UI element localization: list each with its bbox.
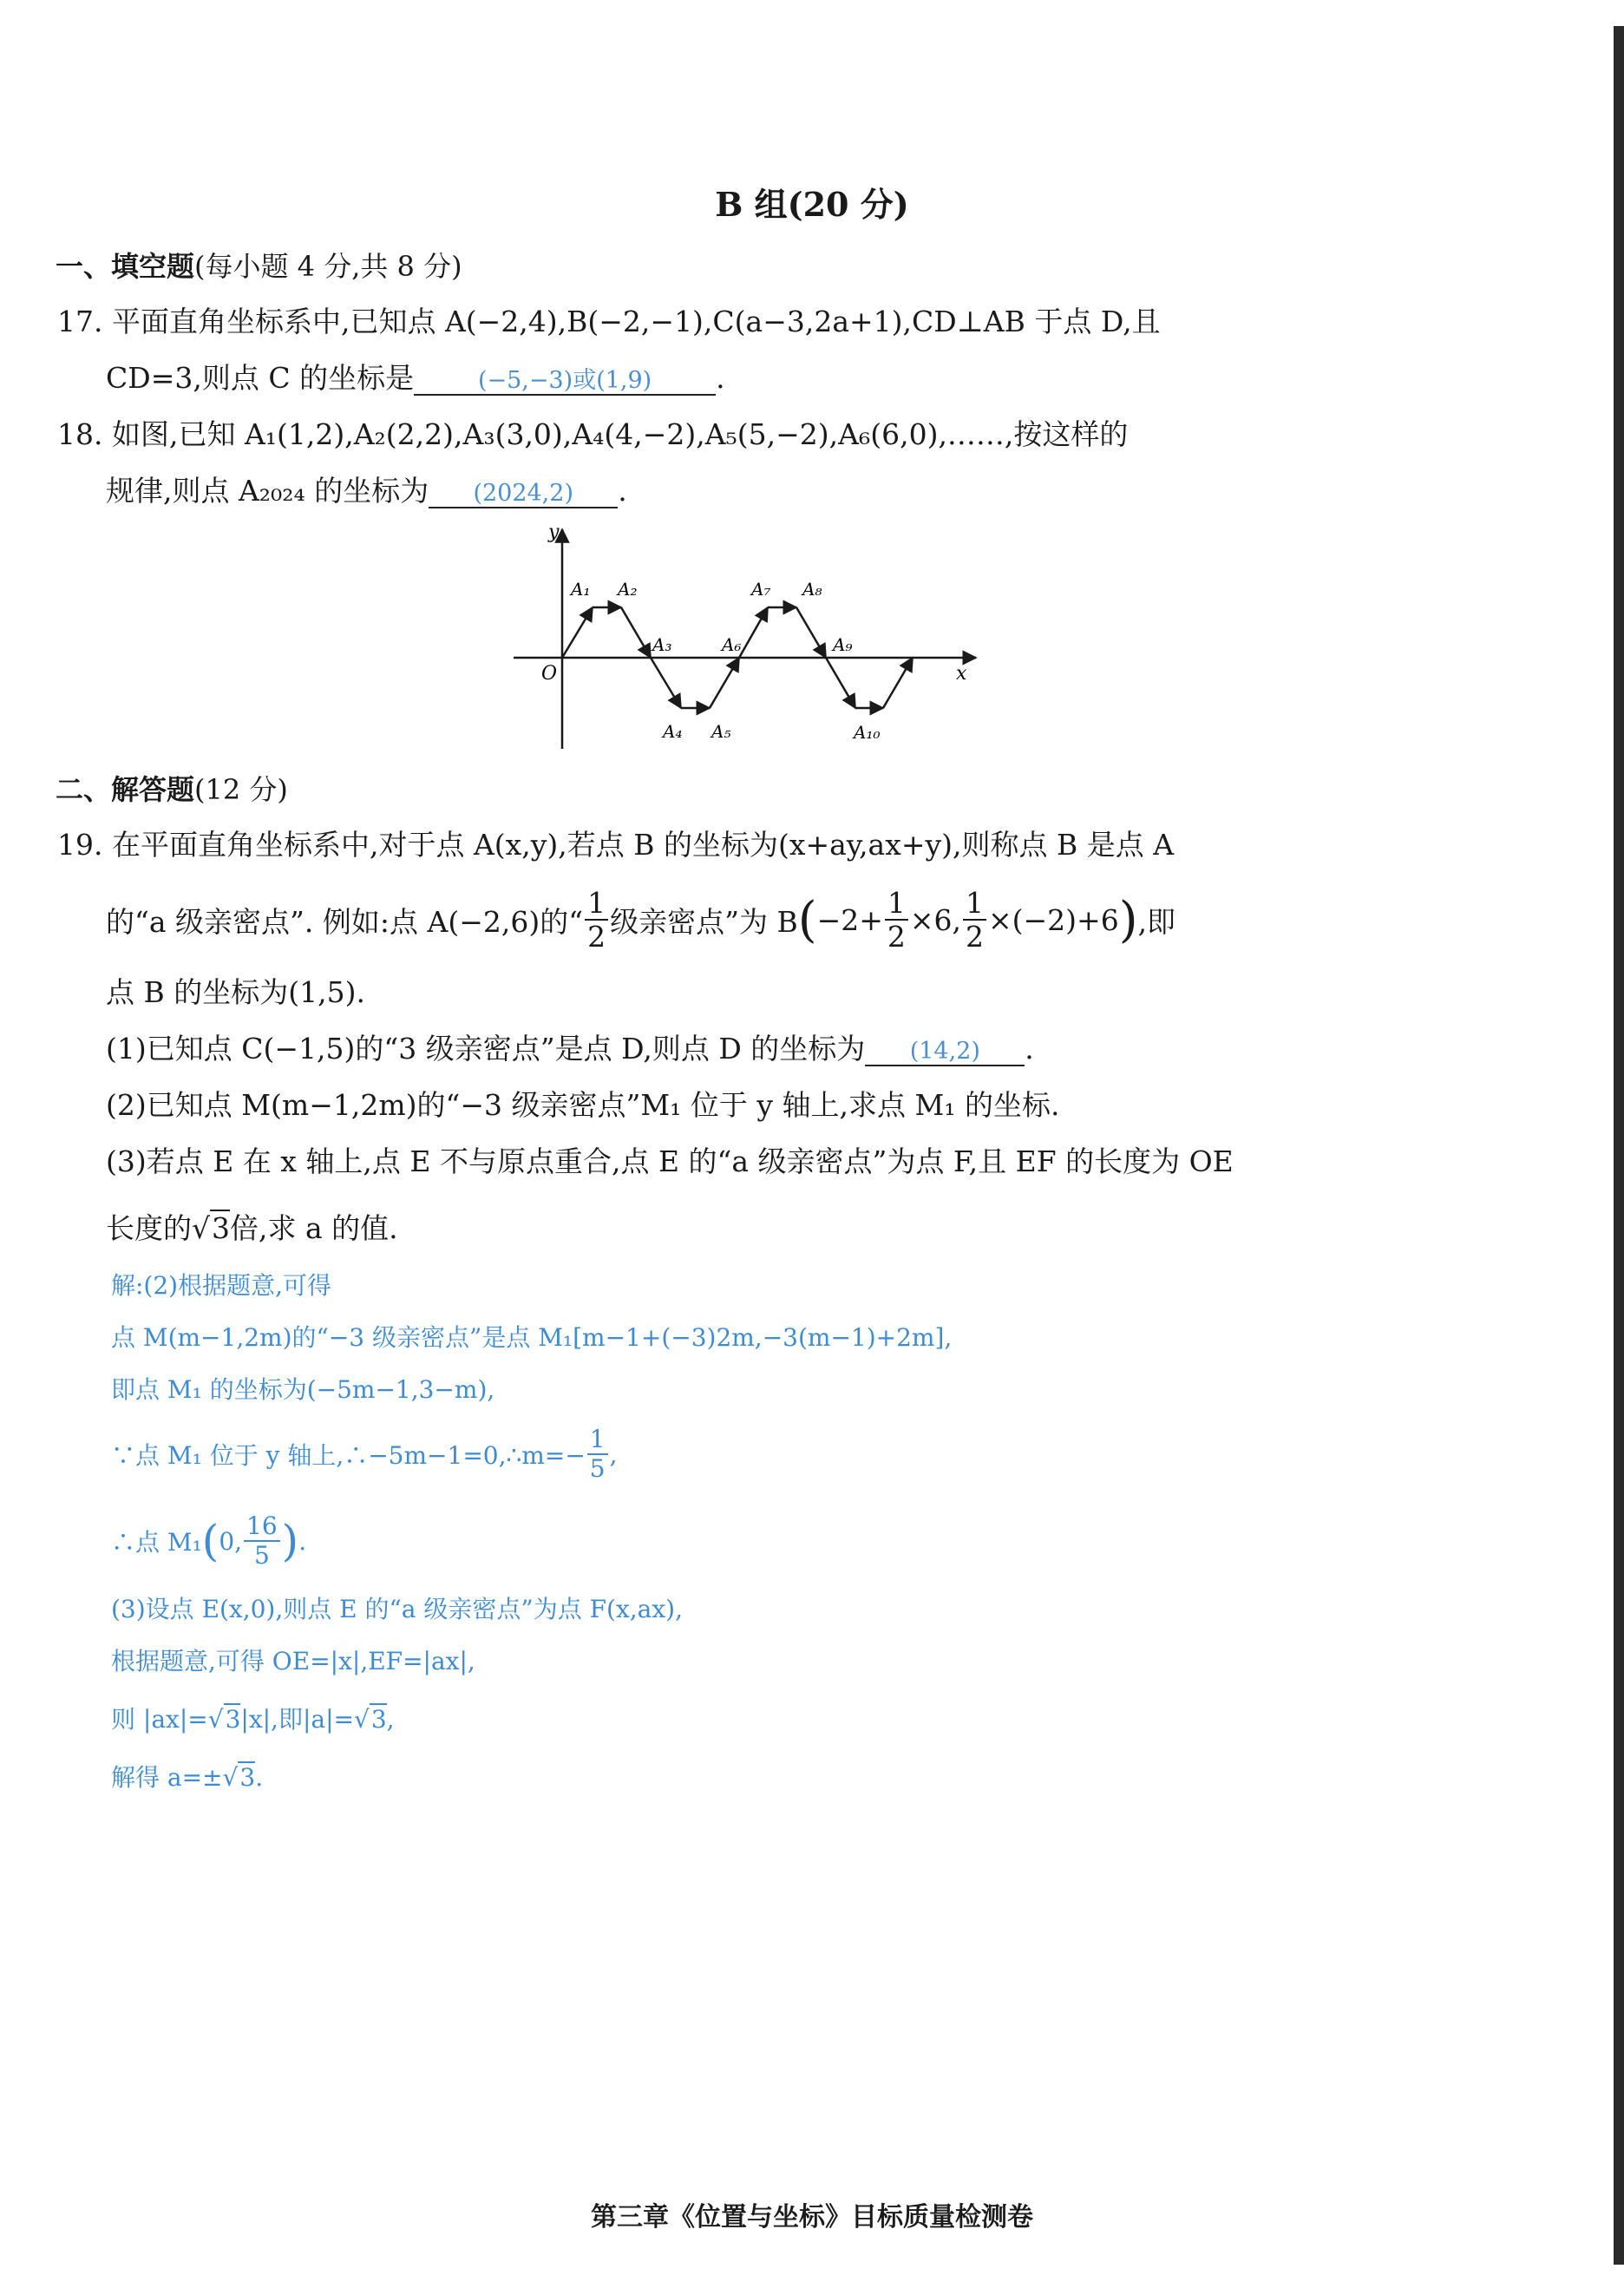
- frac-den: 2: [887, 920, 906, 954]
- s9-a: 解得 a=±: [111, 1763, 223, 1792]
- section2-heading: 二、解答题: [56, 773, 195, 806]
- solution-line4: [111, 1423, 618, 1485]
- origin-label: O: [541, 663, 558, 685]
- section1-heading: 一、填空题: [56, 250, 195, 283]
- s8-e: ,: [386, 1705, 395, 1734]
- q19-line2-a: 的“a 级亲密点”. 例如:点 A(−2,6)的“: [106, 904, 584, 939]
- frac-num: 1: [587, 1427, 608, 1455]
- section2-header: [56, 768, 288, 808]
- s4-comma: ,: [609, 1439, 618, 1469]
- q19-part1-prompt: (1)已知点 C(−1,5)的“3 级亲密点”是点 D,则点 D 的坐标为: [106, 1032, 866, 1066]
- frac-num: 1: [885, 888, 908, 921]
- sqrt-symbol: √: [222, 1763, 239, 1792]
- label-a2: A₂: [618, 579, 638, 600]
- q19-part3-line1: (3)若点 E 在 x 轴上,点 E 不与原点重合,点 E 的“a 级亲密点”为点 F,且 EF 的长度为 OE: [106, 1144, 1234, 1178]
- frac-num: 1: [585, 888, 608, 921]
- page-footer: 第三章《位置与坐标》目标质量检测卷: [591, 2202, 1033, 2233]
- solution-line6: (3)设点 E(x,0),则点 E 的“a 级亲密点”为点 F(x,ax),: [111, 1595, 683, 1623]
- label-a3: A₃: [652, 634, 672, 655]
- sqrt-radicand: 3: [225, 1705, 241, 1734]
- label-a9: A₉: [833, 634, 853, 655]
- part3-text-a: 长度的: [106, 1211, 192, 1245]
- frac-num: 16: [244, 1514, 280, 1542]
- right-paren: ): [281, 1516, 299, 1566]
- q19-part2: (2)已知点 M(m−1,2m)的“−3 级亲密点”M₁ 位于 y 轴上,求点 M₁ 的坐标.: [106, 1088, 1060, 1122]
- q19-line2-e: ×(−2)+6: [988, 902, 1119, 937]
- label-a5: A₅: [711, 721, 731, 742]
- frac-den: 2: [966, 920, 984, 954]
- solution-line3: 即点 M₁ 的坐标为(−5m−1,3−m),: [111, 1375, 495, 1404]
- sqrt-symbol: √: [353, 1705, 370, 1734]
- s4-fraction: [587, 1427, 608, 1481]
- q19-line3: 点 B 的坐标为(1,5).: [106, 975, 365, 1009]
- solution-line1: 解:(2)根据题意,可得: [111, 1271, 331, 1300]
- solution-line2: 点 M(m−1,2m)的“−3 级亲密点”是点 M₁[m−1+(−3)2m,−3(m−1)+2m],: [111, 1323, 953, 1352]
- s9-period: .: [255, 1763, 264, 1792]
- q18-prompt: 规律,则点 A₂₀₂₄ 的坐标为: [106, 474, 429, 508]
- s8-a: 则 |ax|=: [111, 1705, 208, 1734]
- right-paren: ): [1118, 891, 1138, 948]
- s5-text: ∴点 M₁: [111, 1528, 202, 1557]
- q17-period: .: [716, 361, 725, 395]
- s5-fraction: [244, 1511, 280, 1570]
- q19-line2-c: −2+: [816, 902, 883, 937]
- q18-line1: 18. 如图,已知 A₁(1,2),A₂(2,2),A₃(3,0),A₄(4,−2),A₅(5,−2),A₆(6,0),……,按这样的: [57, 417, 1129, 451]
- section2-note: (12 分): [194, 773, 288, 806]
- s4-text: ∵点 M₁ 位于 y 轴上,∴−5m−1=0,∴m=−: [111, 1441, 586, 1470]
- frac-den: 2: [587, 920, 606, 954]
- q17-line2: [106, 356, 725, 397]
- frac-num: 1: [963, 888, 986, 921]
- q17-prompt: CD=3,则点 C 的坐标是: [106, 361, 415, 395]
- part3-text-b: 倍,求 a 的值.: [230, 1211, 398, 1245]
- label-a10: A₁₀: [854, 722, 881, 743]
- left-paren: (: [797, 891, 817, 948]
- section1-header: [56, 245, 462, 285]
- section1-note: (每小题 4 分,共 8 分): [194, 250, 462, 283]
- solution-line7: 根据题意,可得 OE=|x|,EF=|ax|,: [111, 1647, 475, 1675]
- q19-part1-answer-blank: (14,2): [865, 1038, 1025, 1066]
- label-a4: A₄: [663, 721, 683, 742]
- q19-line2-b: 级亲密点”为 B: [610, 904, 798, 939]
- q18-line2: [106, 469, 627, 509]
- q19-part3-line2: [106, 1206, 398, 1247]
- q17-answer-blank: (−5,−3)或(1,9): [414, 367, 716, 396]
- frac-den: 5: [589, 1454, 606, 1483]
- sqrt-radicand: 3: [370, 1705, 387, 1734]
- label-a7: A₇: [751, 579, 771, 600]
- q18-period: .: [618, 474, 627, 508]
- label-a6: A₆: [722, 634, 742, 655]
- solution-line8: [111, 1701, 395, 1735]
- s5-period: .: [298, 1526, 307, 1556]
- left-paren: (: [201, 1516, 219, 1566]
- q19-line2-d: ×6,: [909, 902, 961, 937]
- section-title: B 组(20 分): [715, 185, 909, 224]
- q19-half-fraction-3: [963, 886, 986, 954]
- s8-c: |x|,即|a|=: [240, 1705, 354, 1734]
- solution-line5: [111, 1506, 306, 1576]
- q19-part1-period: .: [1025, 1032, 1034, 1066]
- sqrt-symbol: √: [192, 1211, 211, 1245]
- q18-answer-blank: (2024,2): [429, 480, 618, 508]
- solution-line9: [111, 1759, 263, 1793]
- q17-line1: 17. 平面直角坐标系中,已知点 A(−2,4),B(−2,−1),C(a−3,2a+1),CD⊥AB 于点 D,且: [57, 305, 1161, 338]
- page-edge-shadow: [1614, 26, 1624, 2265]
- s5-coord: 0,: [219, 1526, 243, 1556]
- q19-half-fraction: [585, 886, 608, 954]
- sqrt-symbol: √: [207, 1705, 224, 1734]
- sqrt-radicand: 3: [212, 1211, 231, 1245]
- y-axis-label: y: [548, 521, 560, 543]
- x-axis-label: x: [956, 663, 967, 685]
- label-a1: A₁: [571, 579, 591, 600]
- label-a8: A₈: [802, 579, 822, 600]
- zigzag-figure: [503, 519, 989, 755]
- q19-line2: [106, 885, 1175, 954]
- sqrt-radicand: 3: [239, 1763, 256, 1792]
- q19-half-fraction-2: [885, 886, 908, 954]
- q19-line2-f: ,即: [1137, 904, 1176, 939]
- q19-part1: [106, 1026, 1034, 1067]
- q19-line1: 19. 在平面直角坐标系中,对于点 A(x,y),若点 B 的坐标为(x+ay,ax+y),则称点 B 是点 A: [57, 828, 1175, 862]
- frac-den: 5: [253, 1541, 270, 1570]
